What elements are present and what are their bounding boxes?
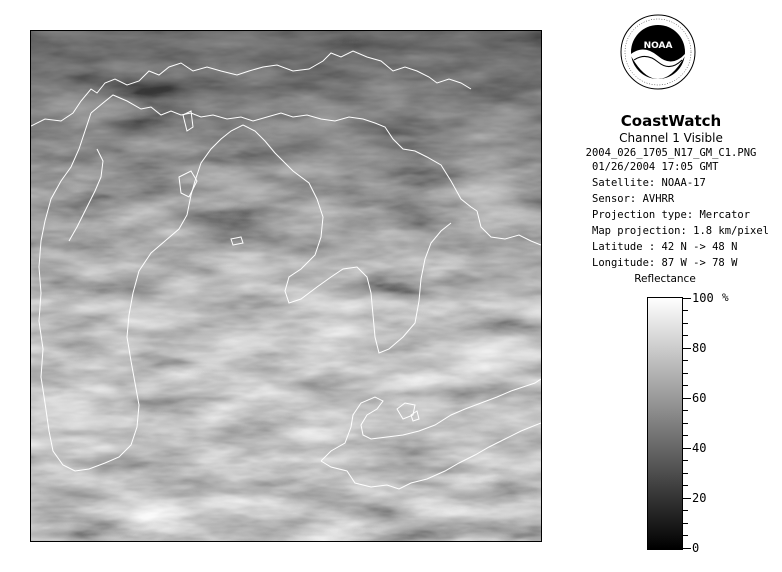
colorbar-unit: % <box>722 291 729 304</box>
colorbar-minor-tick <box>683 485 688 486</box>
colorbar-tick <box>683 348 691 349</box>
colorbar-tick <box>683 548 691 549</box>
colorbar-minor-tick <box>683 335 688 336</box>
colorbar-minor-tick <box>683 510 688 511</box>
longitude-label: Longitude: 87 W -> 78 W <box>592 257 738 269</box>
datetime-label: 01/26/2004 17:05 GMT <box>592 161 719 173</box>
satellite-image-map <box>30 30 542 542</box>
noaa-logo-text: NOAA <box>643 41 673 51</box>
latitude-label: Latitude : 42 N -> 48 N <box>592 241 738 253</box>
image-filename: 2004_026_1705_N17_GM_C1.PNG <box>585 147 757 159</box>
colorbar-label-100: 100 <box>692 291 714 305</box>
channel-subtitle: Channel 1 Visible <box>619 131 723 145</box>
colorbar-minor-tick <box>683 310 688 311</box>
colorbar-minor-tick <box>683 360 688 361</box>
colorbar-label-20: 20 <box>692 491 707 505</box>
colorbar <box>647 297 683 550</box>
projection-type-label: Projection type: Mercator <box>592 209 751 221</box>
colorbar-minor-tick <box>683 423 688 424</box>
colorbar-tick <box>683 448 691 449</box>
colorbar-label-80: 80 <box>692 341 707 355</box>
noaa-logo-graphic <box>620 14 696 90</box>
colorbar-minor-tick <box>683 385 688 386</box>
colorbar-label-40: 40 <box>692 441 707 455</box>
colorbar-title: Reflectance <box>634 273 696 285</box>
colorbar-label-0: 0 <box>692 541 700 555</box>
colorbar-minor-tick <box>683 323 688 324</box>
satellite-label: Satellite: NOAA-17 <box>592 177 706 189</box>
colorbar-minor-tick <box>683 535 688 536</box>
noaa-logo <box>620 14 696 90</box>
map-svg <box>31 31 541 541</box>
colorbar-tick <box>683 298 691 299</box>
colorbar-label-60: 60 <box>692 391 707 405</box>
sensor-label: Sensor: AVHRR <box>592 193 675 205</box>
page-title: CoastWatch <box>620 112 722 130</box>
map-projection-label: Map projection: 1.8 km/pixel <box>592 225 770 237</box>
colorbar-minor-tick <box>683 410 688 411</box>
colorbar-minor-tick <box>683 523 688 524</box>
colorbar-minor-tick <box>683 435 688 436</box>
colorbar-minor-tick <box>683 373 688 374</box>
colorbar-minor-tick <box>683 460 688 461</box>
colorbar-tick <box>683 498 691 499</box>
colorbar-tick <box>683 398 691 399</box>
colorbar-minor-tick <box>683 473 688 474</box>
